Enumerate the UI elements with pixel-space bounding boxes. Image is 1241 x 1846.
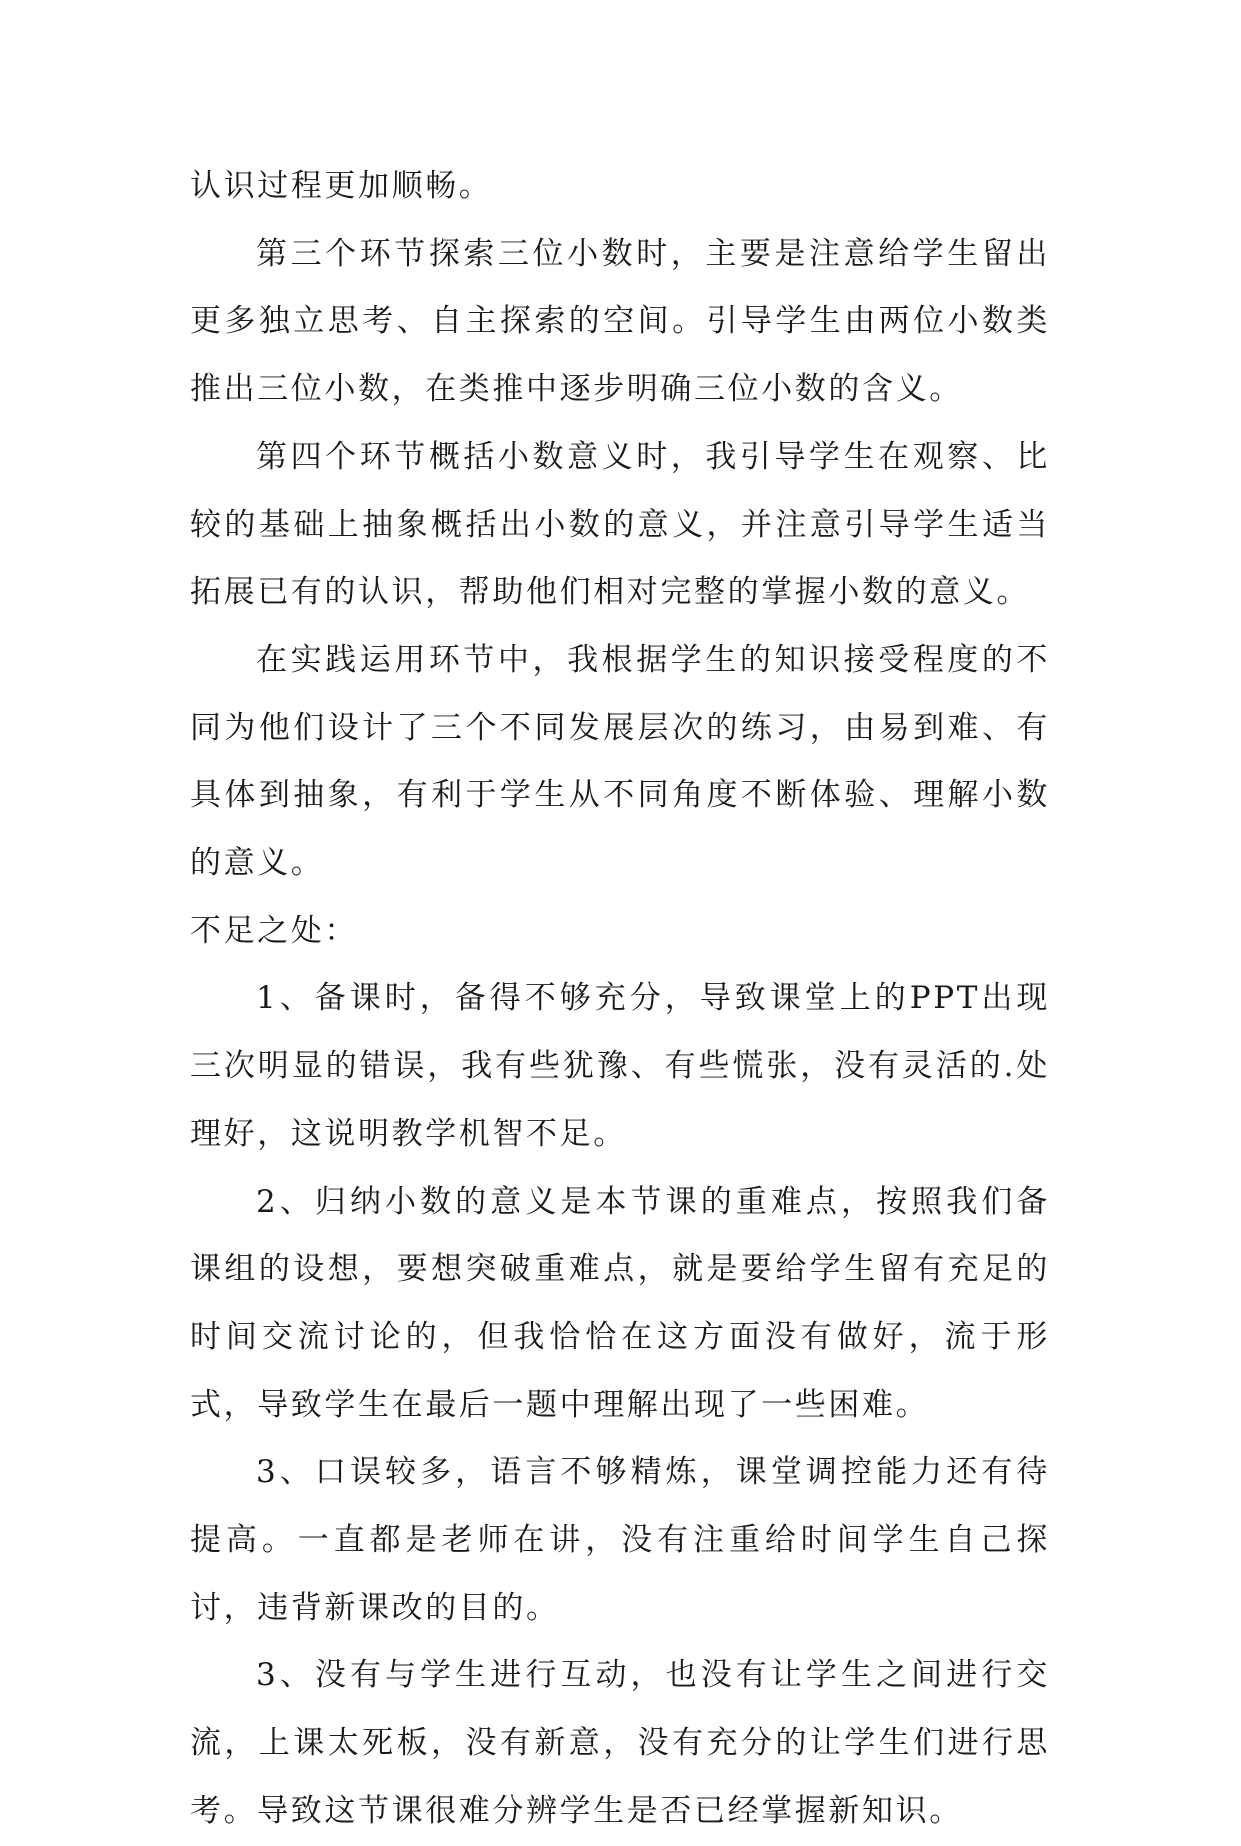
shortcoming-item-4: 3、没有与学生进行互动，也没有让学生之间进行交流，上课太死板，没有新意，没有充分的让学生们进行思考。导致这节课很难分辨学生是否已经掌握新知识。: [190, 1657, 1050, 1829]
shortcoming-item-1: 1、备课时，备得不够充分，导致课堂上的PPT出现三次明显的错误，我有些犹豫、有些慌张，没有灵活的.处理好，这说明教学机智不足。: [190, 980, 1050, 1152]
paragraph-2: 第三个环节探索三位小数时，主要是注意给学生留出更多独立思考、自主探索的空间。引导学生由两位小数类推出三位小数，在类推中逐步明确三位小数的含义。: [190, 235, 1050, 408]
paragraph-1: 认识过程更加顺畅。: [190, 168, 493, 204]
section-heading-shortcomings: 不足之处：: [190, 912, 358, 949]
shortcoming-item-3: 3、口误较多，语言不够精炼，课堂调控能力还有待提高。一直都是老师在讲，没有注重给时间学生自己探讨，违背新课改的目的。: [190, 1454, 1050, 1626]
shortcoming-item-2: 2、归纳小数的意义是本节课的重难点，按照我们备课组的设想，要想突破重难点，就是要给学生留有充足的时间交流讨论的，但我恰恰在这方面没有做好，流于形式，导致学生在最后一题中理解出现了一些困难。: [190, 1183, 1050, 1423]
paragraph-3: 第四个环节概括小数意义时，我引导学生在观察、比较的基础上抽象概括出小数的意义，并注意引导学生适当拓展已有的认识，帮助他们相对完整的掌握小数的意义。: [190, 438, 1050, 611]
paragraph-4: 在实践运用环节中，我根据学生的知识接受程度的不同为他们设计了三个不同发展层次的练习，由易到难、有具体到抽象，有利于学生从不同角度不断体验、理解小数的意义。: [190, 641, 1050, 882]
document-body: [190, 153, 1050, 1846]
